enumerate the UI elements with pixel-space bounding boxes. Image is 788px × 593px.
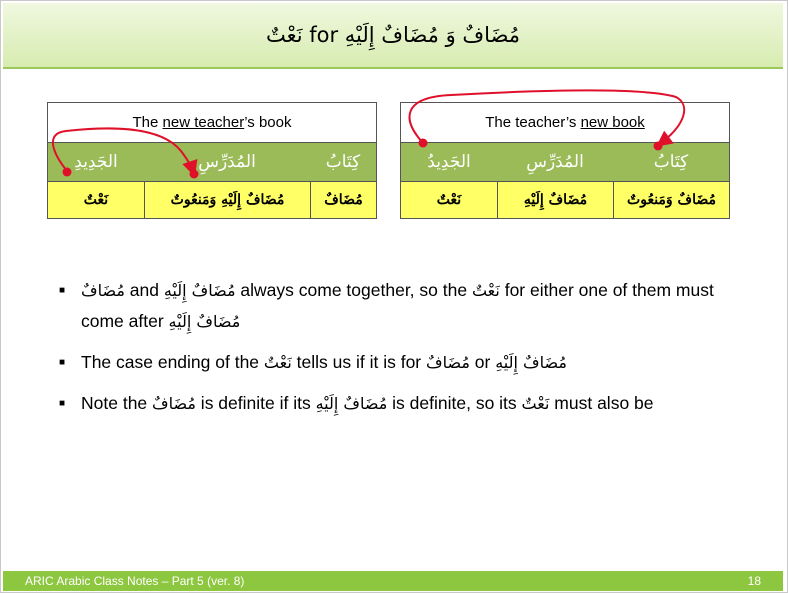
words-row: [48, 143, 376, 182]
table-left-caption: [48, 103, 376, 143]
bullet-text: Note the مُضَافٌ is definite if its مُضَافٌ إِلَيْهِ is definite, so its نَعْتٌ must also be: [81, 393, 654, 413]
table-right: [400, 102, 730, 219]
title-bar: [3, 3, 783, 69]
role-cell: مُضَافٌ: [310, 182, 376, 218]
caption-text-end: ’s book: [244, 114, 292, 131]
caption-underlined: new teacher: [162, 114, 245, 131]
bullet-item: [59, 347, 749, 378]
footer-bar: [3, 571, 783, 591]
word-cell: المُدَرِّسِ: [526, 152, 584, 172]
role-cell: مُضَافٌ إِلَيْهِ: [497, 182, 613, 218]
bullet-square-icon: ■: [59, 398, 66, 409]
role-cell: مُضَافٌ وَمَنعُوتٌ: [613, 182, 729, 218]
slide-title: مُضَافٌ وَ مُضَافٌ إِلَيْهِ for نَعْتٌ: [265, 23, 521, 47]
role-cell: مُضَافٌ إِلَيْهِ وَمَنعُوتٌ: [144, 182, 310, 218]
bullet-item: [59, 388, 749, 419]
word-cell: الجَدِيدِ: [74, 152, 118, 172]
role-cell: نَعْتٌ: [436, 192, 462, 208]
bullet-square-icon: ■: [59, 357, 66, 368]
bullet-list: [59, 275, 749, 429]
caption-underlined: new book: [580, 114, 645, 131]
word-cell: كِتَابُ: [325, 152, 361, 172]
roles-row: [401, 182, 729, 218]
table-left: [47, 102, 377, 219]
role-cell: نَعْتٌ: [83, 192, 109, 208]
page-number: 18: [747, 574, 761, 588]
bullet-item: [59, 275, 749, 337]
bullet-text: مُضَافٌ and مُضَافٌ إِلَيْهِ always come together, so the نَعْتٌ for either one of them must come after مُضَافٌ إِلَيْهِ: [81, 280, 719, 331]
word-cell: كِتَابُ: [653, 152, 689, 172]
bullet-text: The case ending of the نَعْتٌ tells us if it is for مُضَافٌ or مُضَافٌ إِلَيْهِ: [81, 352, 567, 372]
bullet-square-icon: ■: [59, 285, 66, 296]
roles-row: [48, 182, 376, 218]
word-cell: المُدَرِّسِ: [198, 152, 256, 172]
word-cell: الجَدِيدُ: [427, 152, 471, 172]
footer-title: ARIC Arabic Class Notes – Part 5 (ver. 8): [25, 574, 245, 588]
caption-text: The: [132, 114, 163, 131]
table-right-caption: [401, 103, 729, 143]
words-row: [401, 143, 729, 182]
caption-text: The teacher’s: [485, 114, 581, 131]
